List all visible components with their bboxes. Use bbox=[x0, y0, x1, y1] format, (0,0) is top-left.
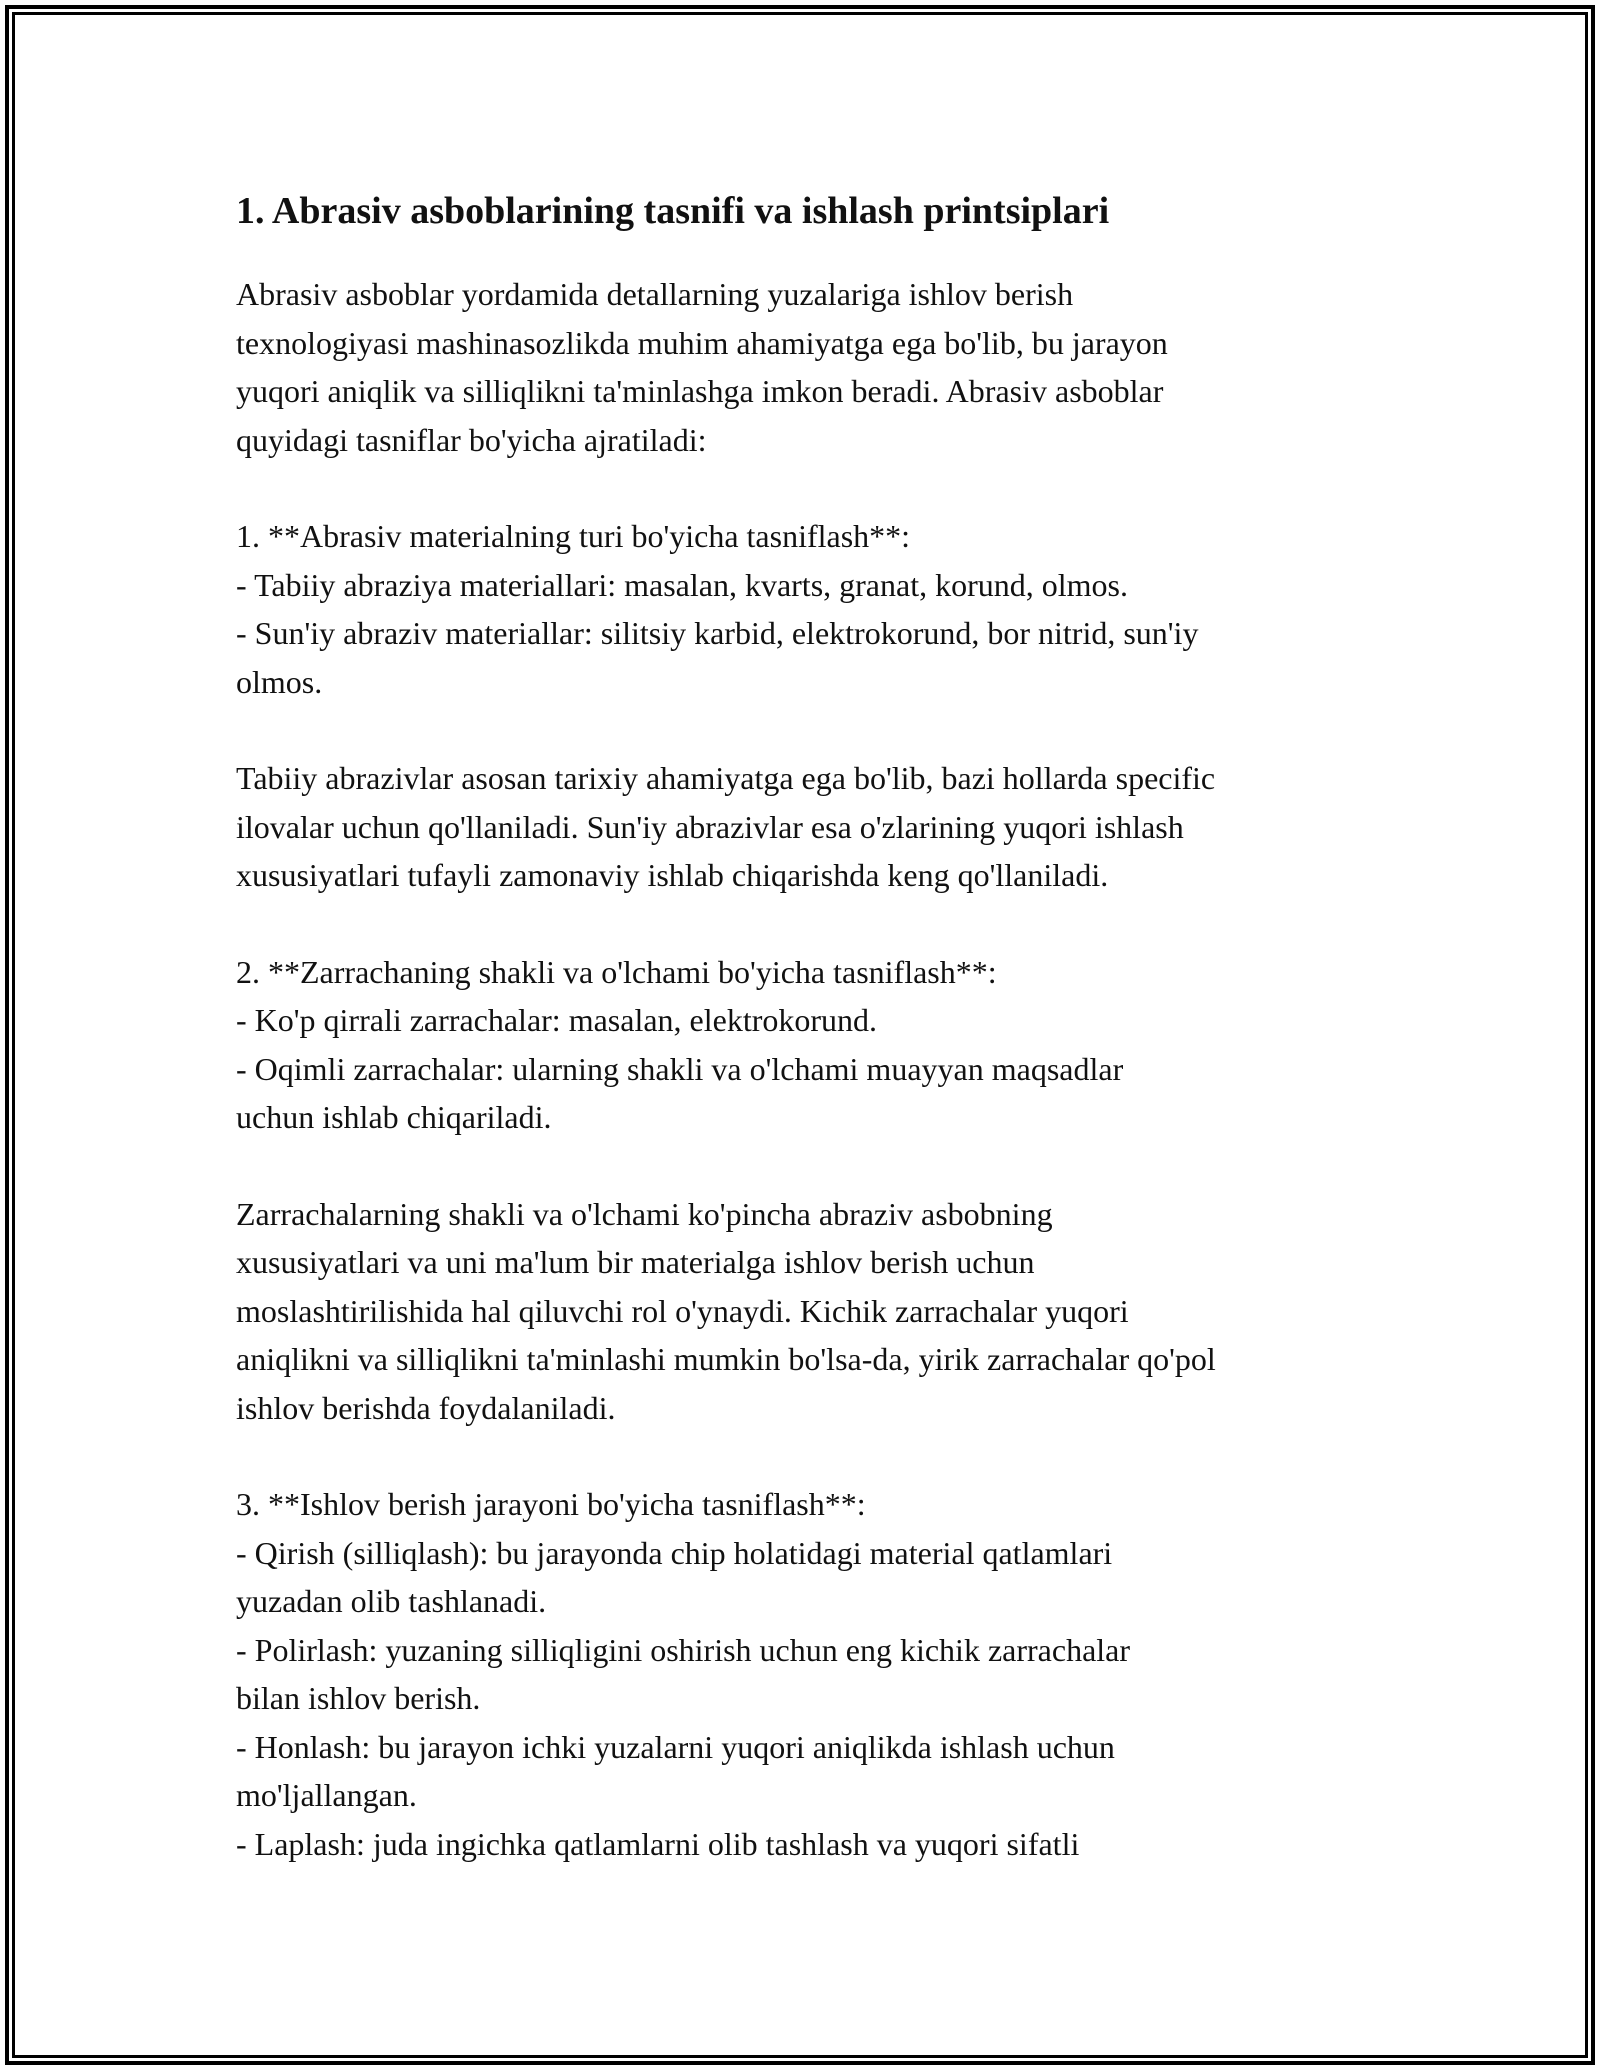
section-title: 1. Abrasiv asboblarining tasnifi va ishlash printsiplari bbox=[236, 190, 1110, 232]
material-notes-paragraph: Tabiiy abrazivlar asosan tarixiy ahamiyatga ega bo'lib, bazi hollarda specific ilovalar uchun qo'llaniladi. Sun'iy abrazivlar esa o'zlarining yuqori ishlash xususiyatlari tufayli zamonaviy ishlab chiqarishda keng qo'llaniladi. bbox=[236, 760, 1216, 893]
classification-by-process: 3. **Ishlov berish jarayoni bo'yicha tasniflash**: - Qirish (silliqlash): bu jarayonda chip holatidagi material qatlamlari yuzadan olib tashlanadi. - Polirlash: yuzaning silliqligini oshirish uchun eng kichik zarrachalar bilan ishlov berish. - Honlash: bu jarayon ichki yuzalarni yuqori aniqlikda ishlash uchun mo'ljallangan. - Laplash: juda ingichka qatlamlarni olib tashlash va yuqori sifatli bbox=[236, 1486, 1131, 1862]
intro-paragraph: Abrasiv asboblar yordamida detallarning yuzalariga ishlov berish texnologiyasi mashinasozlikda muhim ahamiyatga ega bo'lib, bu jarayon yuqori aniqlik va silliqlikni ta'minlashga imkon beradi. Abrasiv asboblar quyidagi tasniflar bo'yicha ajratiladi: bbox=[236, 276, 1168, 458]
classification-by-grain-shape: 2. **Zarrachaning shakli va o'lchami bo'yicha tasniflash**: - Ko'p qirrali zarrachalar: masalan, elektrokorund. - Oqimli zarrachalar: ularning shakli va o'lchami muayyan maqsadlar uchun ishlab chiqariladi. bbox=[236, 953, 1124, 1135]
grain-notes-paragraph: Zarrachalarning shakli va o'lchami ko'pincha abraziv asbobning xususiyatlari va uni ma'lum bir materialga ishlov berish uchun moslashtirilishida hal qiluvchi rol o'ynaydi. Kichik zarrachalar yuqori aniqlikni va silliqlikni ta'minlashi mumkin bo'lsa-da, yirik zarrachalar qo'pol ishlov berishda foydalaniladi. bbox=[236, 1195, 1216, 1426]
classification-by-material: 1. **Abrasiv materialning turi bo'yicha tasniflash**: - Tabiiy abraziya materiallari: masalan, kvarts, granat, korund, olmos. - Sun'iy abraziv materiallar: silitsiy karbid, elektrokorund, bor nitrid, sun'iy olmos. bbox=[236, 518, 1199, 700]
document-body bbox=[236, 186, 1386, 1868]
